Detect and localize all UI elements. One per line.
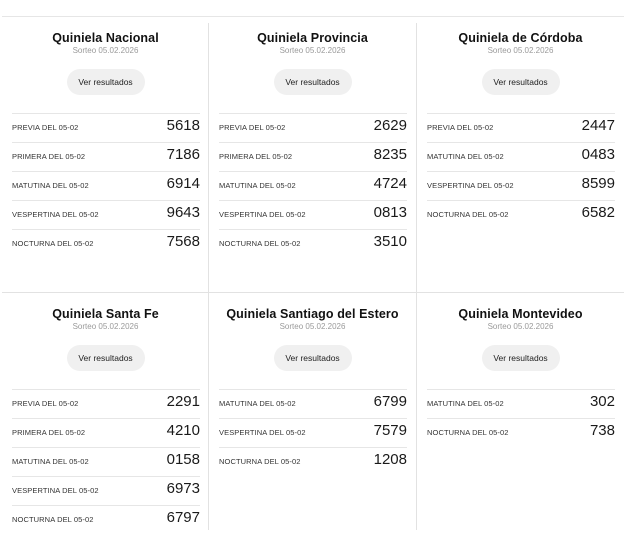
draw-label: VESPERTINA DEL 05-02 (219, 428, 306, 437)
draw-number: 7568 (166, 233, 200, 250)
draw-label: PREVIA DEL 05-02 (219, 123, 286, 132)
card-title: Quiniela Santa Fe (52, 307, 159, 321)
draw-number: 2447 (581, 117, 615, 134)
draw-list (219, 113, 407, 258)
draw-row (12, 200, 200, 229)
draw-label: PREVIA DEL 05-02 (12, 399, 79, 408)
draw-row (12, 142, 200, 171)
draw-number: 6799 (373, 393, 407, 410)
draw-label: VESPERTINA DEL 05-02 (12, 210, 99, 219)
draw-number: 0483 (581, 146, 615, 163)
card-subtitle: Sorteo 05.02.2026 (487, 46, 554, 55)
card-quiniela-cordoba (417, 17, 624, 292)
card-quiniela-santa-fe (2, 293, 209, 530)
draw-row (427, 389, 615, 418)
draw-label: PRIMERA DEL 05-02 (12, 428, 86, 437)
card-subtitle: Sorteo 05.02.2026 (72, 46, 139, 55)
draw-label: MATUTINA DEL 05-02 (219, 181, 296, 190)
draw-row (427, 200, 615, 229)
draw-label: VESPERTINA DEL 05-02 (12, 486, 99, 495)
ver-resultados-button[interactable]: Ver resultados (482, 69, 560, 95)
draw-row (12, 418, 200, 447)
draw-list (12, 389, 200, 534)
draw-label: VESPERTINA DEL 05-02 (219, 210, 306, 219)
ver-resultados-button[interactable]: Ver resultados (67, 345, 145, 371)
card-title: Quiniela Nacional (52, 31, 159, 45)
card-title: Quiniela Montevideo (458, 307, 583, 321)
draw-row (427, 113, 615, 142)
draw-row (219, 447, 407, 476)
draw-label: NOCTURNA DEL 05-02 (219, 457, 301, 466)
ver-resultados-button[interactable]: Ver resultados (274, 345, 352, 371)
draw-number: 2629 (373, 117, 407, 134)
draw-number: 5618 (166, 117, 200, 134)
draw-row (427, 171, 615, 200)
draw-row (427, 418, 615, 447)
draw-label: NOCTURNA DEL 05-02 (219, 239, 301, 248)
ver-resultados-button[interactable]: Ver resultados (274, 69, 352, 95)
ver-resultados-button[interactable]: Ver resultados (67, 69, 145, 95)
draw-label: PREVIA DEL 05-02 (12, 123, 79, 132)
draw-label: NOCTURNA DEL 05-02 (12, 239, 94, 248)
draw-list (427, 389, 615, 447)
card-title: Quiniela Provincia (257, 31, 368, 45)
card-subtitle: Sorteo 05.02.2026 (279, 322, 346, 331)
draw-row (12, 389, 200, 418)
draw-number: 0813 (373, 204, 407, 221)
draw-label: NOCTURNA DEL 05-02 (12, 515, 94, 524)
draw-label: MATUTINA DEL 05-02 (427, 152, 504, 161)
draw-number: 6914 (166, 175, 200, 192)
draw-list (12, 113, 200, 258)
draw-number: 6797 (166, 509, 200, 526)
draw-number: 6582 (581, 204, 615, 221)
card-title: Quiniela de Córdoba (458, 31, 583, 45)
draw-number: 8235 (373, 146, 407, 163)
draw-number: 3510 (373, 233, 407, 250)
draw-label: MATUTINA DEL 05-02 (427, 399, 504, 408)
draw-row (219, 142, 407, 171)
card-quiniela-provincia (209, 17, 416, 292)
ver-resultados-button[interactable]: Ver resultados (482, 345, 560, 371)
card-quiniela-montevideo (417, 293, 624, 530)
draw-number: 7186 (166, 146, 200, 163)
draw-list (219, 389, 407, 476)
draw-row (219, 229, 407, 258)
card-quiniela-nacional (2, 17, 209, 292)
draw-label: MATUTINA DEL 05-02 (12, 181, 89, 190)
draw-number: 9643 (166, 204, 200, 221)
draw-row (12, 229, 200, 258)
card-subtitle: Sorteo 05.02.2026 (72, 322, 139, 331)
draw-number: 4724 (373, 175, 407, 192)
draw-number: 2291 (166, 393, 200, 410)
draw-label: PRIMERA DEL 05-02 (12, 152, 86, 161)
draw-row (219, 418, 407, 447)
draw-row (12, 113, 200, 142)
draw-number: 738 (589, 422, 615, 439)
draw-row (12, 447, 200, 476)
draw-row (219, 389, 407, 418)
draw-label: NOCTURNA DEL 05-02 (427, 428, 509, 437)
draw-row (219, 113, 407, 142)
draw-label: MATUTINA DEL 05-02 (219, 399, 296, 408)
draw-number: 6973 (166, 480, 200, 497)
draw-label: PREVIA DEL 05-02 (427, 123, 494, 132)
card-subtitle: Sorteo 05.02.2026 (487, 322, 554, 331)
draw-row (219, 171, 407, 200)
draw-row (12, 476, 200, 505)
draw-label: MATUTINA DEL 05-02 (12, 457, 89, 466)
draw-row (12, 171, 200, 200)
draw-number: 1208 (373, 451, 407, 468)
draw-number: 302 (589, 393, 615, 410)
draw-number: 8599 (581, 175, 615, 192)
card-title: Quiniela Santiago del Estero (226, 307, 399, 321)
card-subtitle: Sorteo 05.02.2026 (279, 46, 346, 55)
draw-number: 7579 (373, 422, 407, 439)
draw-label: NOCTURNA DEL 05-02 (427, 210, 509, 219)
draw-list (427, 113, 615, 229)
draw-row (219, 200, 407, 229)
card-quiniela-santiago-del-estero (209, 293, 416, 530)
draw-number: 0158 (166, 451, 200, 468)
results-grid (2, 17, 624, 530)
draw-label: VESPERTINA DEL 05-02 (427, 181, 514, 190)
draw-number: 4210 (166, 422, 200, 439)
draw-label: PRIMERA DEL 05-02 (219, 152, 293, 161)
draw-row (427, 142, 615, 171)
